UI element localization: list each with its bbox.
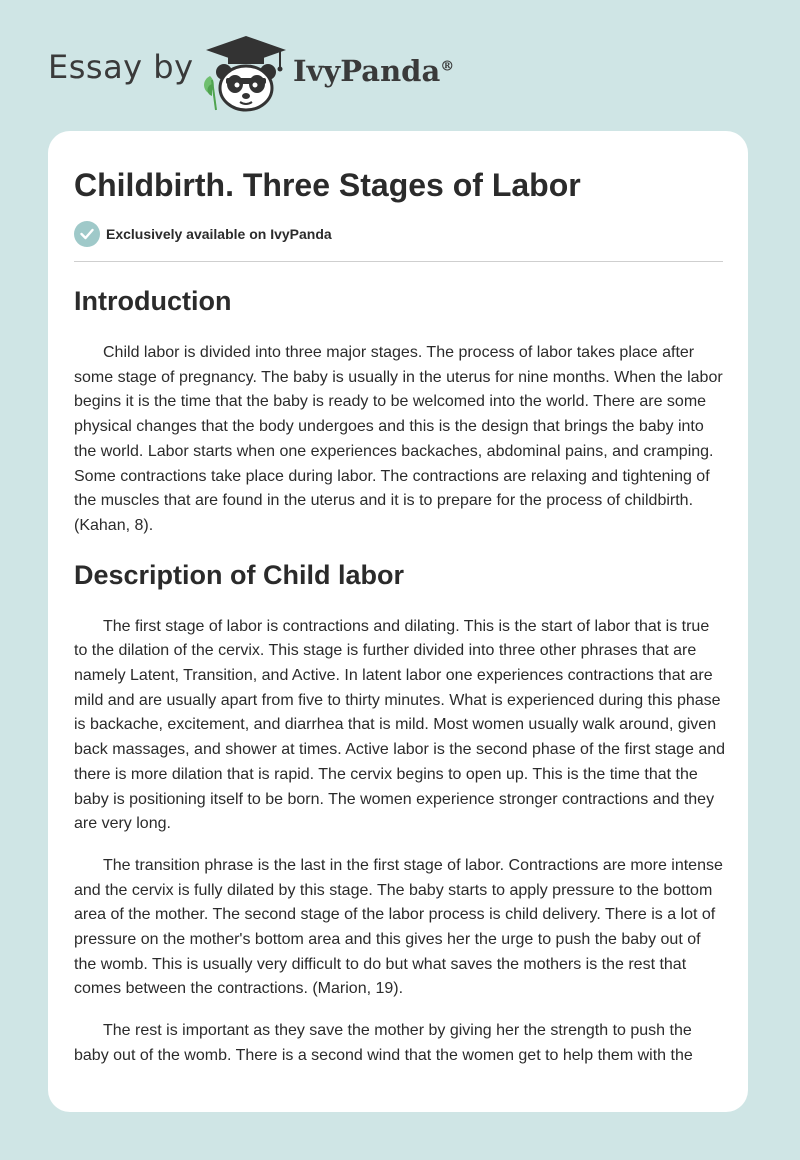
site-header — [48, 34, 508, 114]
divider — [74, 261, 723, 262]
paragraph: The rest is important as they save the mother by giving her the strength to push the baby out of the womb. There is a second wind that the women get to help them with the — [74, 1022, 693, 1064]
section-heading-description: Description of Child labor — [74, 559, 405, 590]
paragraph: The transition phrase is the last in the first stage of labor. Contractions are more intense and the cervix is fully dilated by this stage. The baby starts to apply pressure to the bottom area of the mother. The second stage of the labor process is child delivery. There is a lot of pressure on the mother's bottom area and this gives her the urge to push the baby out of the womb. This is usually very difficult to do but what saves the mothers is the rest that comes between the contractions. (Marion, 19). — [74, 856, 723, 998]
page-title: Childbirth. Three Stages of Labor — [74, 167, 581, 203]
essay-card — [48, 131, 748, 1112]
essay-by-label: Essay by — [48, 48, 194, 86]
exclusive-label: Exclusively available on IvyPanda — [106, 226, 332, 242]
section-heading-introduction: Introduction — [74, 286, 232, 316]
check-icon — [74, 221, 100, 247]
exclusive-badge — [74, 221, 332, 247]
paragraph: The first stage of labor is contractions and dilating. This is the start of labor that is true to the dilation of the cervix. This stage is further divided into three other phrases that are namely Latent, Transition, and Active. In latent labor one experiences contractions that are mild and are usually apart from five to thirty minutes. What is experienced during this phase is backache, excitement, and diarrhea that is mild. Most women usually walk around, given back massages, and shower at times. Active labor is the second phase of the first stage and there is more dilation that is rapid. The cervix begins to open up. This is the time that the baby is positioning itself to be born. The women experience stronger contractions and they are very long. — [74, 617, 726, 833]
panda-logo-icon[interactable] — [198, 34, 290, 114]
essay-content — [74, 279, 726, 1069]
paragraph: Child labor is divided into three major stages. The process of labor takes place after some stage of pregnancy. The baby is usually in the uterus for nine months. When the labor begins it is the time that the baby is ready to be welcomed into the world. There are some physical changes that the body undergoes and this is the design that brings the baby into the world. Labor starts when one experiences backaches, abdominal pains, and cramping. Some contractions take place during labor. The contractions are relaxing and tightening of the muscles that are found in the uterus and it is to prepare for the process of childbirth. (Kahan, 8). — [74, 344, 723, 534]
registered-mark: ® — [440, 58, 455, 75]
brand-name[interactable]: IvyPanda® — [293, 54, 455, 88]
